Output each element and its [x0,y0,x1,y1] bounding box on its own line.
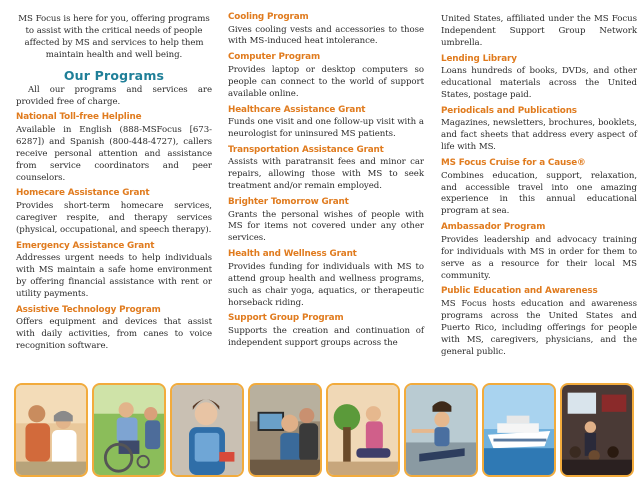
section-title: Assistive Technology Program [16,304,161,315]
section-text: Gives cooling vests and accessories to those with MS-induced heat intolerance. [228,24,424,47]
section-text: Provides laptop or desktop computers so people can connect to the world of support available online. [228,64,424,99]
programs-intro: All our programs and services are provided free of charge. [16,84,212,107]
column-1 [16,14,212,353]
section-text: Provides short-term homecare services, caregiver respite, and therapy services (physical, occupational, and speech therapy). [16,200,212,235]
section-title: Periodicals and Publications [441,105,577,116]
section-text: Provides funding for individuals with MS to attend group health and wellness programs, such as chair yoga, aquatics, or therapeutic horseback riding. [228,261,424,308]
section-text: MS Focus hosts education and awareness programs across the United States and Puerto Rico, including offerings for people with MS, caregivers, physicians, and the general public. [441,298,637,357]
section-title: MS Focus Cruise for a Cause® [441,158,586,169]
section-text: Grants the personal wishes of people with MS for items not covered under any other services. [228,209,424,244]
section-text: Provides leadership and advocacy training for individuals with MS in order for them to serve as a resource for their local MS community. [441,234,637,281]
section-title: Emergency Assistance Grant [16,240,155,251]
programs-title: Our Programs [63,67,165,83]
intro-text: MS Focus is here for you, offering programs to assist with the critical needs of people affected by MS and services to help them maintain health and well being. [18,14,210,60]
section-title: Homecare Assistance Grant [16,188,150,199]
section-text: Addresses urgent needs to help individuals with MS maintain a safe home environment by offering financial assistance with rent or utility payments. [16,253,212,299]
section-title: Ambassador Program [441,222,546,233]
section-text: Magazines, newsletters, brochures, booklets, and fact sheets that address every aspect of life with MS. [441,118,637,153]
section-text: Loans hundreds of books, DVDs, and other educational materials across the United States, postage paid. [441,66,637,101]
section-text: Combines education, support, relaxation, and accessible travel into one amazing experience in this annual educational program at sea. [441,170,637,217]
column-2 [228,12,424,350]
section-text: Supports the creation and continuation of independent support groups across the [228,325,424,348]
section-title: Computer Program [228,52,320,63]
section-text: Available in English (888-MSFocus [673-6287]) and Spanish (800-448-4727), callers receive personal attention and assistance from service coordinators and peer counselors. [16,124,212,183]
support-group-continued: United States, affiliated under the MS Focus Independent Support Group Network umbrella. [441,14,637,48]
photo-wheelchair [92,383,166,477]
section-text: Funds one visit and one follow-up visit with a neurologist for uninsured MS patients. [228,117,424,139]
photo-stretching [404,383,478,477]
photo-cruise-ship [482,383,556,477]
photo-strip [0,383,640,482]
section-title: Health and Wellness Grant [228,249,357,260]
section-title: Cooling Program [228,12,309,22]
photo-caregiver [14,383,88,477]
photo-yoga [326,383,400,477]
photo-presentation [560,383,634,477]
section-title: Support Group Program [228,313,344,324]
section-title: Brighter Tomorrow Grant [228,197,349,208]
section-title: Lending Library [441,53,517,64]
photo-computer [248,383,322,477]
section-title: National Toll-free Helpline [16,112,142,123]
section-text: Offers equipment and devices that assist with daily activities, from canes to voice recognition software. [16,317,212,352]
photo-cooling-vest [170,383,244,477]
column-3 [441,14,637,358]
section-title: Healthcare Assistance Grant [228,104,366,115]
section-title: Public Education and Awareness [441,286,598,297]
section-title: Transportation Assistance Grant [228,144,384,155]
section-text: Assists with paratransit fees and minor car repairs, allowing those with MS to seek treatment and/or remain employed. [228,157,424,192]
